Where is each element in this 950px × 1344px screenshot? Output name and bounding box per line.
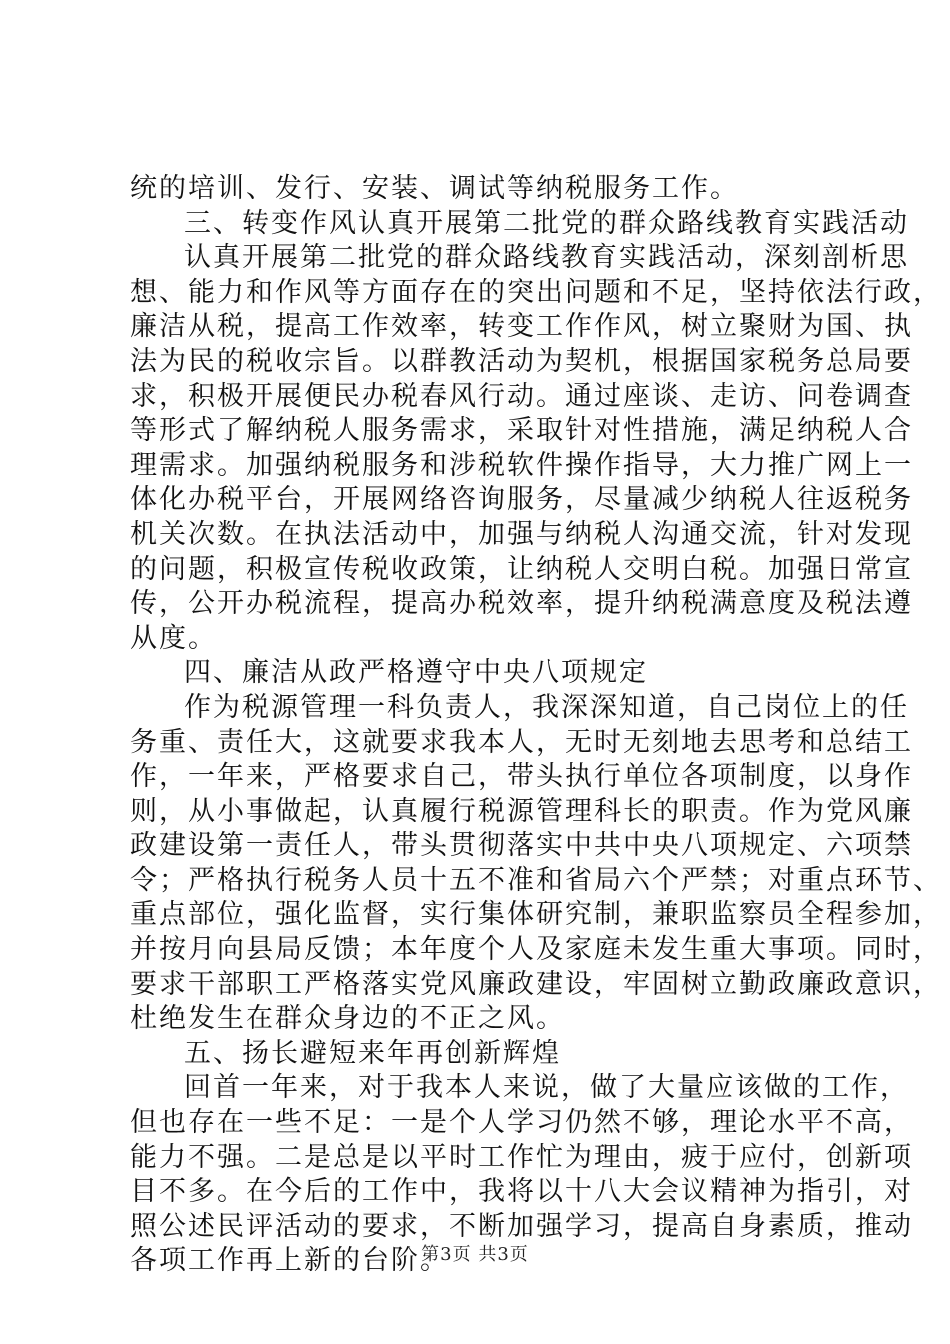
- text-line: 等形式了解纳税人服务需求，采取针对性措施，满足纳税人合: [130, 415, 913, 447]
- text-line: 理需求。加强纳税服务和涉税软件操作指导，大力推广网上一: [130, 449, 913, 481]
- page-number: 第3页 共3页: [421, 1244, 529, 1265]
- text-line: 廉洁从税，提高工作效率，转变工作作风，树立聚财为国、执: [130, 311, 913, 343]
- text-line: 的问题，积极宣传税收政策，让纳税人交明白税。加强日常宣: [130, 553, 913, 585]
- text-line: 体化办税平台，开展网络咨询服务，尽量减少纳税人往返税务: [130, 484, 913, 516]
- page-footer: [0, 1243, 950, 1267]
- section-heading: 四、廉洁从政严格遵守中央八项规定: [184, 657, 648, 689]
- text-line: 求，积极开展便民办税春风行动。通过座谈、走访、问卷调查: [130, 380, 913, 412]
- text-line: 重点部位，强化监督，实行集体研究制，兼职监察员全程参加，: [130, 899, 942, 931]
- text-line: 并按月向县局反馈；本年度个人及家庭未发生重大事项。同时，: [130, 934, 942, 966]
- paragraph-first-line: 认真开展第二批党的群众路线教育实践活动，深刻剖析思: [184, 242, 909, 274]
- text-line: 传，公开办税流程，提高办税效率，提升纳税满意度及税法遵: [130, 588, 913, 620]
- text-line: 杜绝发生在群众身边的不正之风。: [130, 1003, 565, 1035]
- text-line: 照公述民评活动的要求，不断加强学习，提高自身素质，推动: [130, 1210, 913, 1242]
- paragraph-first-line: 作为税源管理一科负责人，我深深知道，自己岗位上的任: [184, 691, 909, 723]
- text-line: 各项工作再上新的台阶。: [130, 1245, 449, 1277]
- text-line: 令；严格执行税务人员十五不准和省局六个严禁；对重点环节、: [130, 864, 942, 896]
- text-line: 法为民的税收宗旨。以群教活动为契机，根据国家税务总局要: [130, 345, 913, 377]
- paragraph-first-line: 回首一年来，对于我本人来说，做了大量应该做的工作，: [184, 1072, 909, 1104]
- text-line: 务重、责任大，这就要求我本人，无时无刻地去思考和总结工: [130, 726, 913, 758]
- text-line: 但也存在一些不足：一是个人学习仍然不够，理论水平不高，: [130, 1107, 913, 1139]
- text-line: 目不多。在今后的工作中，我将以十八大会议精神为指引，对: [130, 1176, 913, 1208]
- text-line: 则，从小事做起，认真履行税源管理科长的职责。作为党风廉: [130, 795, 913, 827]
- text-line: 政建设第一责任人，带头贯彻落实中共中央八项规定、六项禁: [130, 830, 913, 862]
- text-line: 要求干部职工严格落实党风廉政建设，牢固树立勤政廉政意识，: [130, 968, 942, 1000]
- text-line: 想、能力和作风等方面存在的突出问题和不足，坚持依法行政，: [130, 276, 942, 308]
- section-heading: 五、扬长避短来年再创新辉煌: [184, 1037, 561, 1069]
- text-line: 统的培训、发行、安装、调试等纳税服务工作。: [130, 173, 739, 204]
- document-body: [130, 172, 942, 1279]
- text-line: 从度。: [130, 622, 217, 654]
- section-heading: 三、转变作风认真开展第二批党的群众路线教育实践活动: [184, 207, 909, 239]
- text-line: 作，一年来，严格要求自己，带头执行单位各项制度，以身作: [130, 761, 913, 793]
- text-line: 机关次数。在执法活动中，加强与纳税人沟通交流，针对发现: [130, 518, 913, 550]
- text-line: 能力不强。二是总是以平时工作忙为理由，疲于应付，创新项: [130, 1141, 913, 1173]
